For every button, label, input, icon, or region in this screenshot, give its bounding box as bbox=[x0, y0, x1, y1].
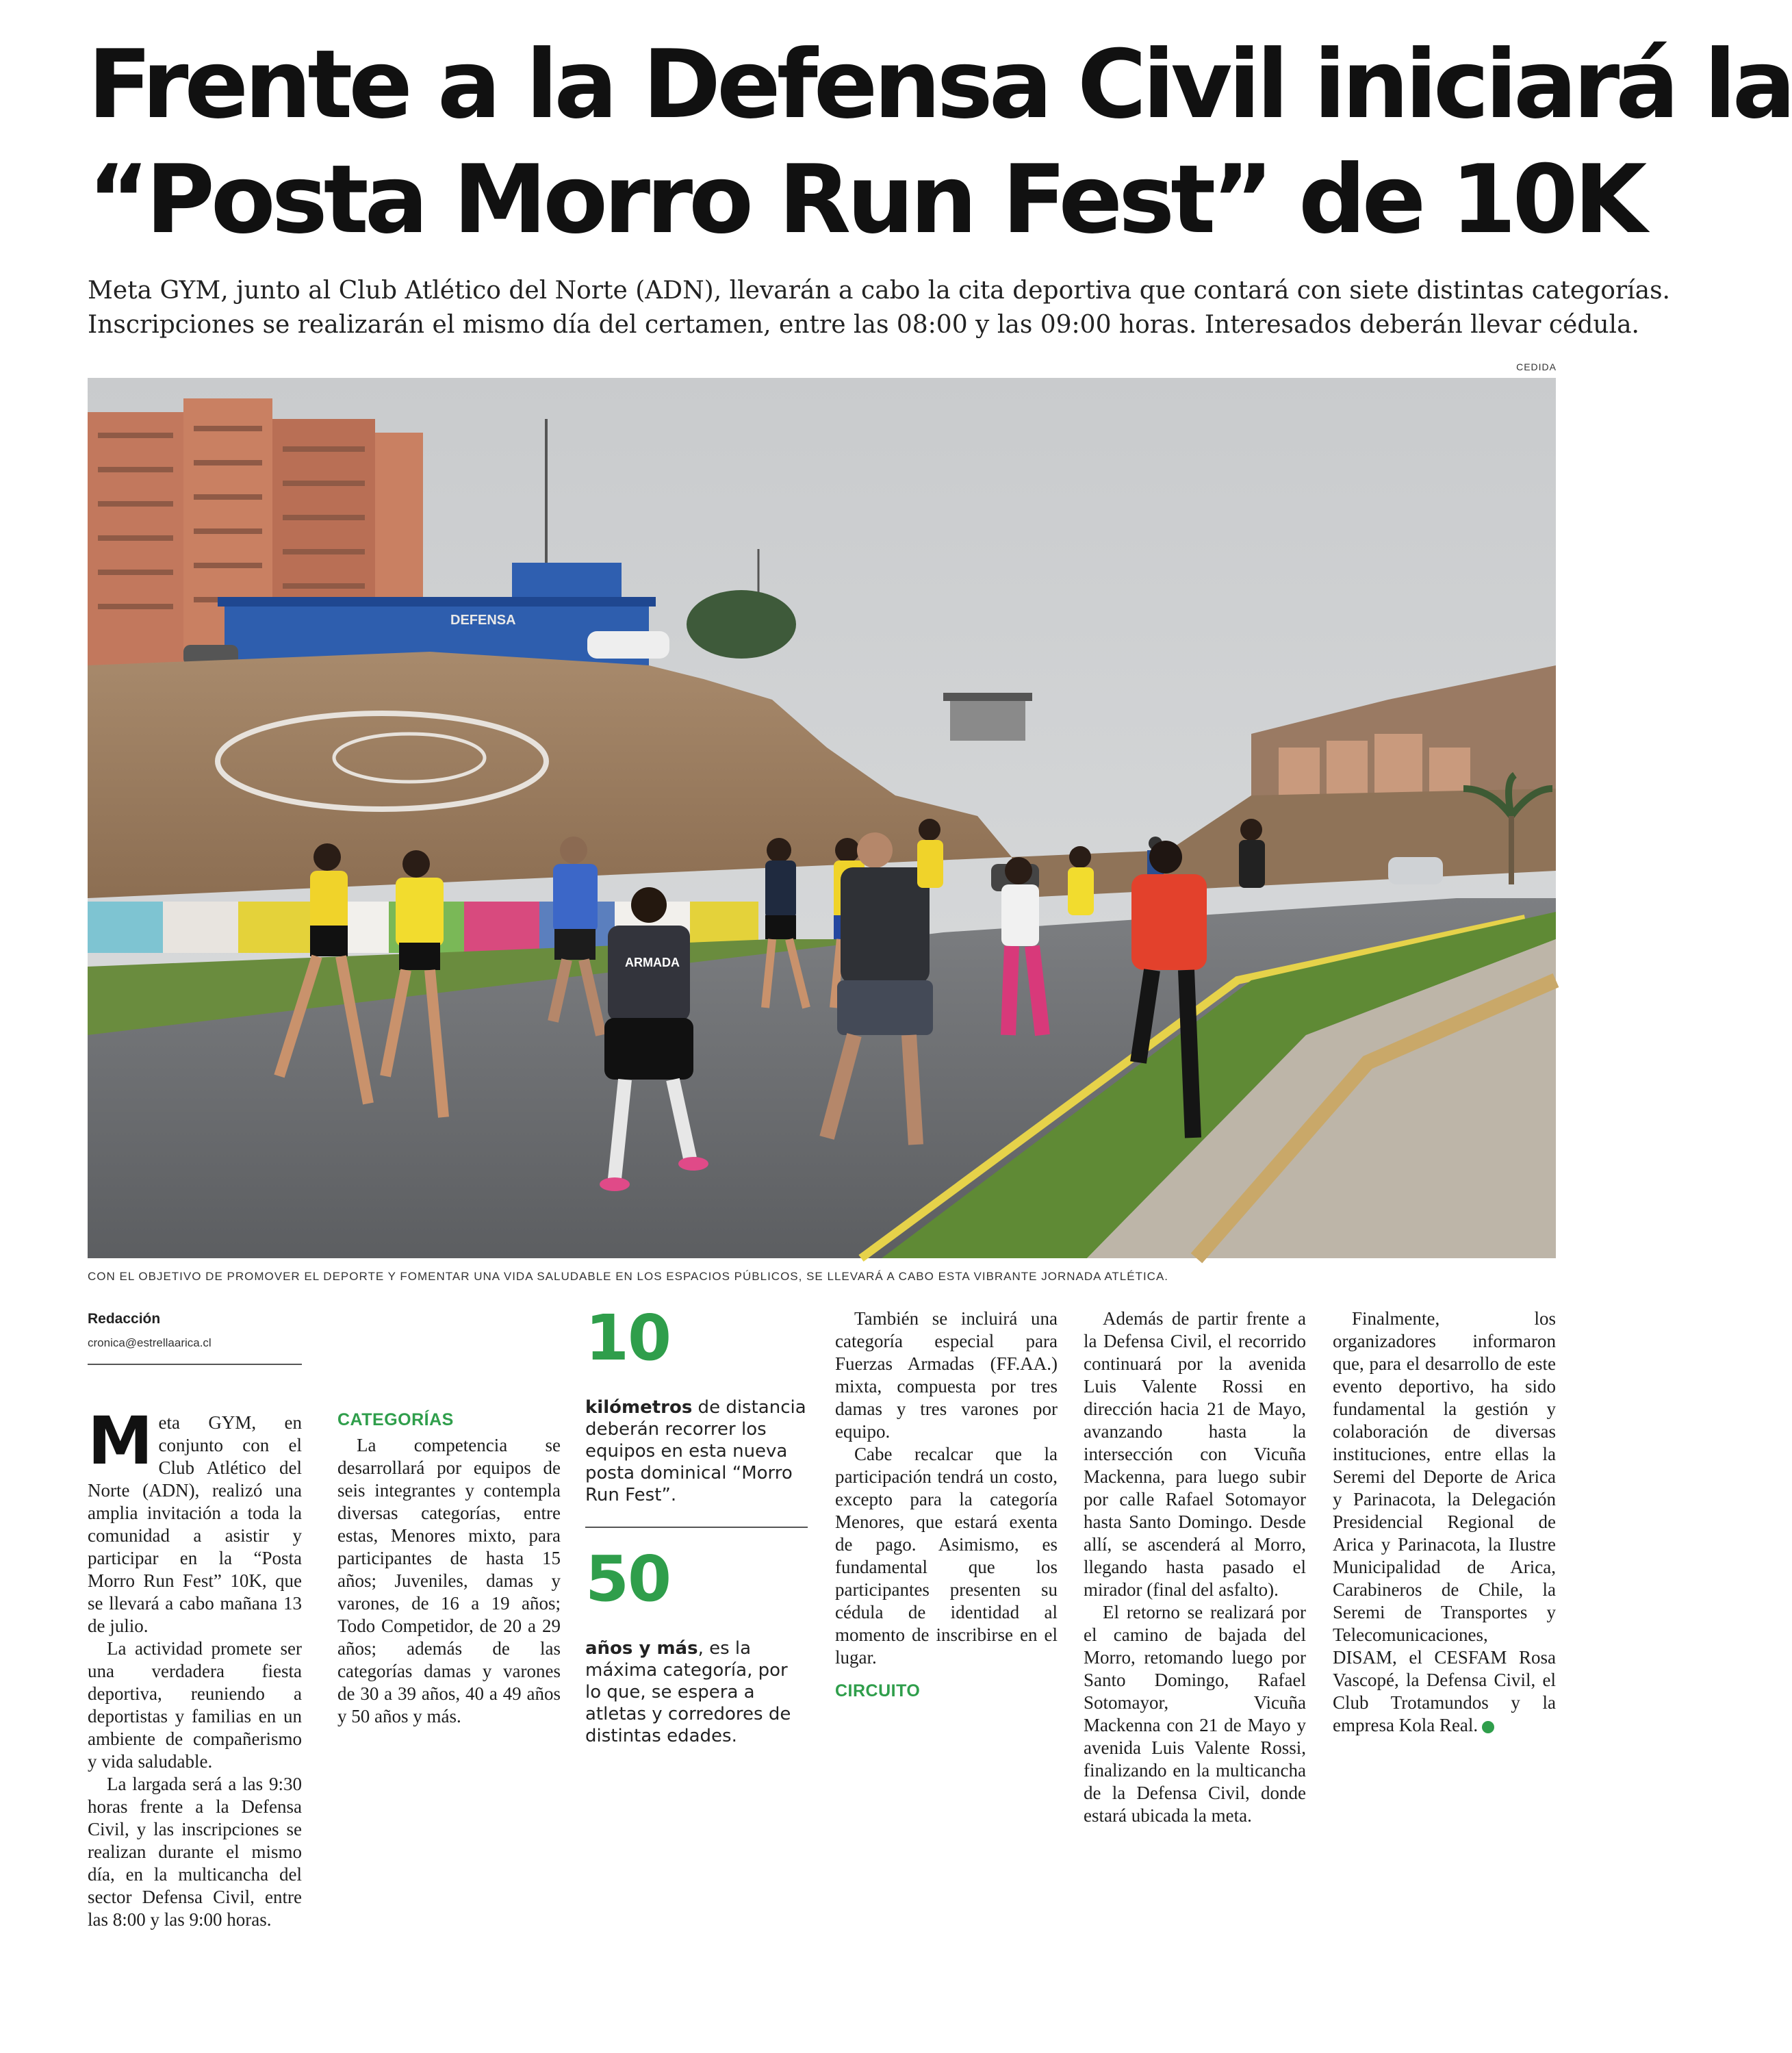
article-paragraph-1: Meta GYM, en conjunto con el Club Atlético del Norte (ADN), realizó una amplia invitación a toda la comunidad a asistir y participar en la “Posta Morro Run Fest” 10K, que se llevará a cabo mañana 13 de julio. bbox=[88, 1403, 302, 1636]
photo-caption: CON EL OBJETIVO DE PROMOVER EL DEPORTE Y FOMENTAR UNA VIDA SALUDABLE EN LOS ESPACIOS PÚBLICOS, SE LLEVARÁ A CABO ESTA VIBRANTE JORNADA ATLÉTICA. bbox=[88, 1270, 1169, 1283]
photo-credit: CEDIDA bbox=[1516, 361, 1557, 372]
factbox-1 bbox=[585, 1301, 808, 1506]
factbox-divider bbox=[585, 1527, 808, 1528]
factbox-1-number: 10 bbox=[585, 1301, 671, 1375]
article-paragraph-8: El retorno se realizará por el camino de bajada del Morro, retomando luego por Santo Domingo, Rafael Sotomayor, Vicuña Mackenna con 21 de Mayo y avenida Luis Valente Rossi, finalizando en la multicancha de la Defensa Civil, donde estará ubicada la meta. bbox=[1084, 1602, 1306, 1826]
column-4 bbox=[835, 1308, 1058, 1705]
byline-divider bbox=[88, 1364, 302, 1365]
end-of-article-icon: ✪ bbox=[1482, 1721, 1494, 1733]
deck-line-1: Meta GYM, junto al Club Atlético del Norte (ADN), llevarán a cabo la cita deportiva que contará con siete distintas categorías. bbox=[88, 277, 1670, 305]
factbox-column bbox=[585, 1301, 808, 1747]
factbox-2-lead: años y más bbox=[585, 1638, 698, 1659]
jersey-text: ARMADA bbox=[625, 956, 680, 969]
byline-name: Redacción bbox=[88, 1311, 161, 1327]
article-paragraph-3: La largada será a las 9:30 horas frente a la Defensa Civil, y las inscripciones se realizan durante el mismo día, en la multicancha del sector Defensa Civil, entre las 8:00 y las 9:00 horas. bbox=[88, 1774, 302, 1930]
factbox-1-text: de distancia deberán recorrer los equipos en esta nueva posta dominical “Morro Run Fest”. bbox=[585, 1397, 806, 1505]
article-paragraph-9: Finalmente, los organizadores informaron que, para el desarrollo de este evento deportivo, ha sido fundamental la gestión y colaboración de diversas instituciones, entre ellas la Seremi del Deporte de Arica y Parinacota, la Delegación Presidencial Regional de Arica y Parinacota, la Ilustre Municipalidad de Arica, Carabineros de Chile, la Seremi de Transportes y Telecomunicaciones, DISAM, el CESFAM Rosa Vascopé, la Defensa Civil, el Club Trotamundos y la empresa Kola Real. ✪ bbox=[1333, 1308, 1556, 1735]
deck bbox=[88, 274, 1670, 342]
factbox-2-text: , es la máxima categoría, por lo que, se espera a atletas y corredores de distintas edades. bbox=[585, 1638, 791, 1746]
headline bbox=[88, 27, 1792, 257]
column-6 bbox=[1333, 1308, 1556, 1737]
article-paragraph-4: La competencia se desarrollará por equipos de seis integrantes y contempla diversas categorías, entre estas, Menores mixto, para participantes de hasta 15 años; Juveniles, damas y varones, de 16 a 19 años; Todo Competidor, de 20 a 29 años; además de las categorías damas y varones de 30 a 39 años, 40 a 49 años y 50 años y más. bbox=[337, 1435, 561, 1726]
article-paragraph-5: También se incluirá una categoría especial para Fuerzas Armadas (FF.AA.) mixta, compuesta por tres damas y tres varones por equipo. bbox=[835, 1308, 1058, 1442]
column-5 bbox=[1084, 1308, 1306, 1827]
article-paragraph-3-continued bbox=[337, 1308, 561, 1398]
dropcap: M bbox=[88, 1403, 153, 1479]
subhead-circuito: CIRCUITO bbox=[835, 1681, 921, 1700]
factbox-2 bbox=[585, 1542, 808, 1747]
deck-line-2: Inscripciones se realizarán el mismo día del certamen, entre las 08:00 y las 09:00 horas. Interesados deberán llevar cédula. bbox=[88, 311, 1639, 339]
article-paragraph-7: Además de partir frente a la Defensa Civil, el recorrido continuará por la avenida Luis Valente Rossi en dirección hacia 21 de Mayo, avanzando hasta la intersección con Vicuña Mackenna, para luego subir por calle Rafael Sotomayor hasta Santo Domingo. Desde allí, se ascenderá al Morro, llegando hasta pasado el mirador (final del asfalto). bbox=[1084, 1308, 1306, 1600]
article-paragraph-2: La actividad promete ser una verdadera fiesta deportiva, reuniendo a deportistas y familias en un ambiente de compañerismo y vida saludable. bbox=[88, 1638, 302, 1772]
column-2 bbox=[337, 1308, 561, 1728]
byline-email: cronica@estrellaarica.cl bbox=[88, 1336, 212, 1349]
subhead-categorias: CATEGORÍAS bbox=[337, 1410, 454, 1429]
article-paragraph-6: Cabe recalcar que la participación tendrá un costo, excepto para la categoría Menores, que estará exenta de pago. Asimismo, es fundamental que los participantes presenten su cédula de identidad al momento de inscribirse en el lugar. bbox=[835, 1444, 1058, 1668]
building-sign: DEFENSA bbox=[450, 613, 516, 628]
factbox-1-lead: kilómetros bbox=[585, 1397, 693, 1418]
race-photo bbox=[88, 378, 1556, 1258]
factbox-2-number: 50 bbox=[585, 1542, 671, 1616]
column-1 bbox=[88, 1308, 302, 1930]
headline-line-1: Frente a la Defensa Civil iniciará la bbox=[88, 29, 1792, 140]
headline-line-2: “Posta Morro Run Fest” de 10K bbox=[88, 144, 1643, 255]
